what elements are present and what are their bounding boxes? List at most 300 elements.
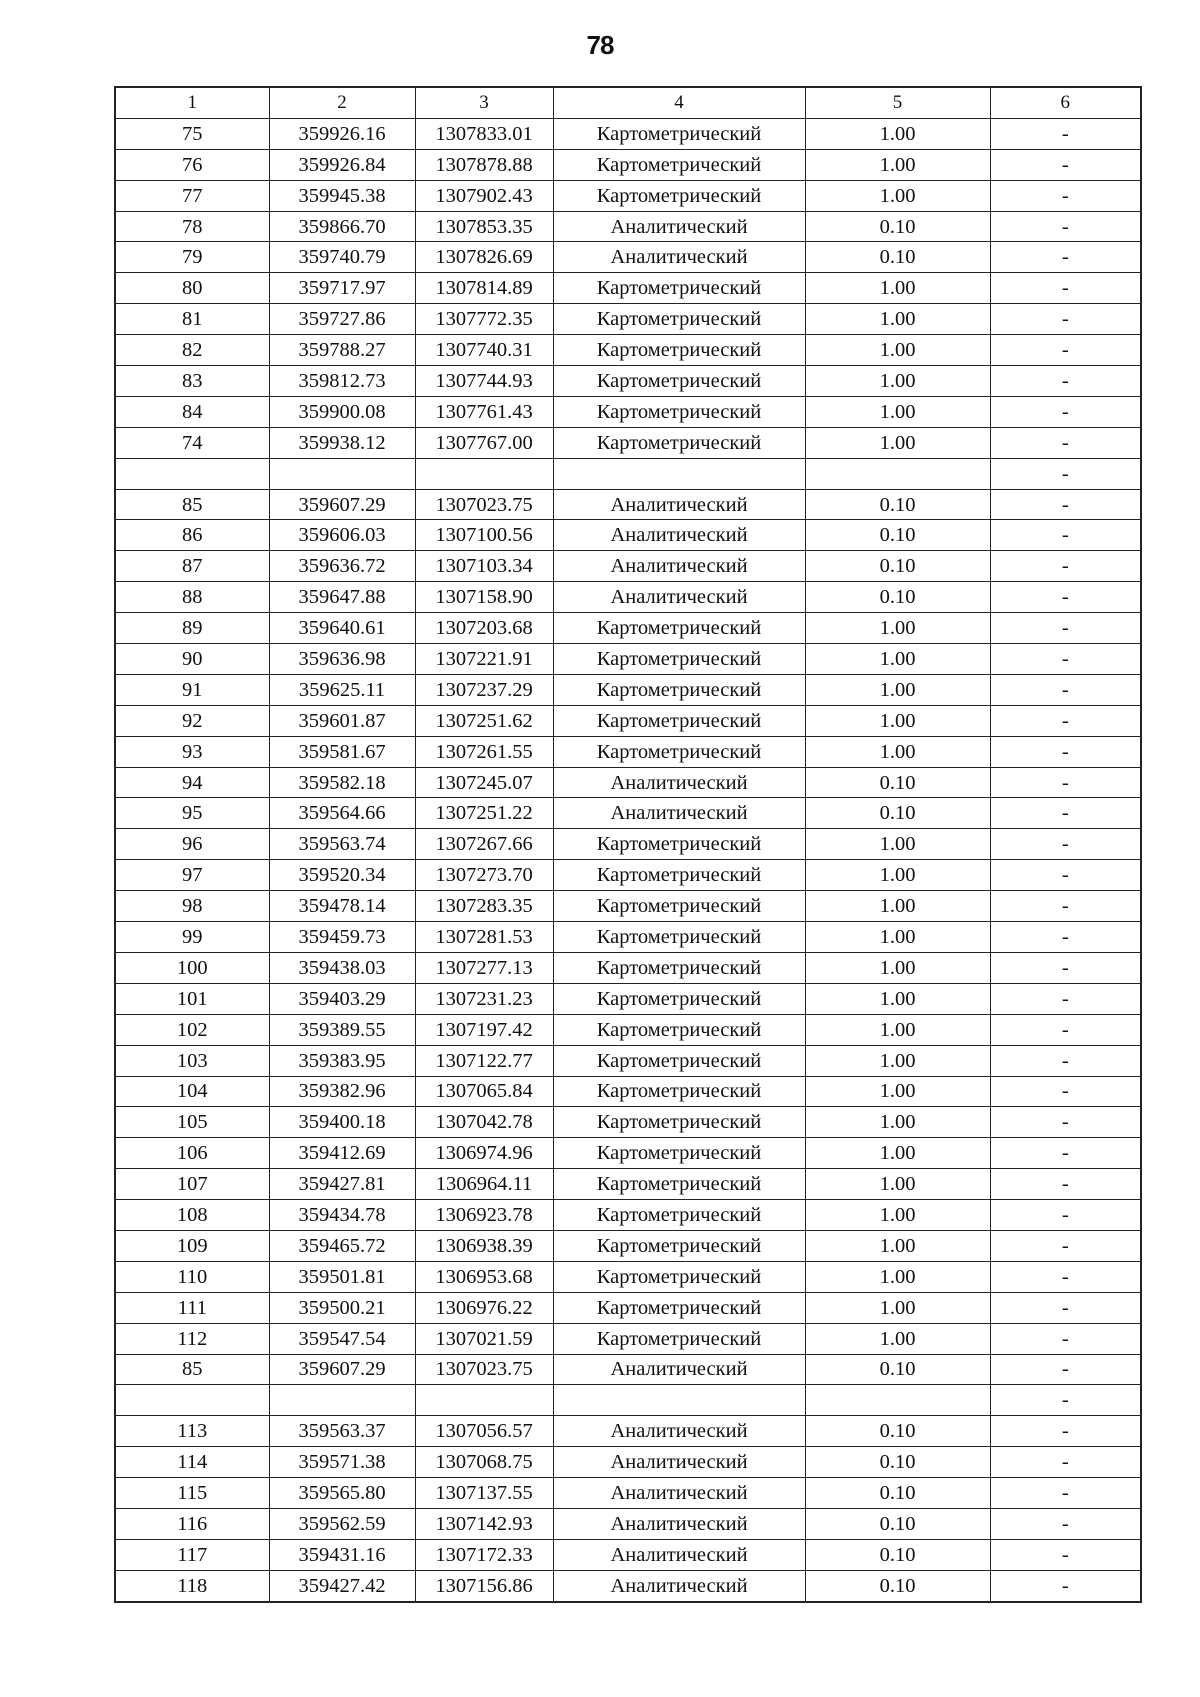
description-cell: - (990, 458, 1141, 489)
accuracy-cell: 1.00 (805, 366, 990, 397)
y-coordinate-cell: 1307122.77 (415, 1045, 553, 1076)
accuracy-cell (805, 1385, 990, 1416)
method-cell: Картометрический (553, 1323, 805, 1354)
y-coordinate-cell: 1307740.31 (415, 335, 553, 366)
table-row (115, 891, 1141, 922)
x-coordinate-cell: 359564.66 (269, 798, 415, 829)
method-cell: Картометрический (553, 922, 805, 953)
method-cell: Аналитический (553, 1539, 805, 1570)
x-coordinate-cell: 359389.55 (269, 1014, 415, 1045)
y-coordinate-cell: 1307761.43 (415, 396, 553, 427)
description-cell: - (990, 335, 1141, 366)
table-row (115, 1416, 1141, 1447)
point-number-cell (115, 1385, 269, 1416)
description-cell: - (990, 273, 1141, 304)
x-coordinate-cell: 359926.84 (269, 149, 415, 180)
accuracy-cell: 1.00 (805, 829, 990, 860)
column-header: 6 (990, 87, 1141, 118)
table-row (115, 304, 1141, 335)
method-cell: Картометрический (553, 396, 805, 427)
accuracy-cell: 1.00 (805, 1045, 990, 1076)
accuracy-cell: 1.00 (805, 860, 990, 891)
description-cell: - (990, 1416, 1141, 1447)
point-number-cell: 78 (115, 211, 269, 242)
table-row (115, 767, 1141, 798)
y-coordinate-cell: 1307251.22 (415, 798, 553, 829)
method-cell: Аналитический (553, 211, 805, 242)
accuracy-cell: 0.10 (805, 1447, 990, 1478)
description-cell: - (990, 613, 1141, 644)
point-number-cell: 90 (115, 644, 269, 675)
table-row (115, 427, 1141, 458)
y-coordinate-cell: 1307277.13 (415, 952, 553, 983)
x-coordinate-cell: 359547.54 (269, 1323, 415, 1354)
x-coordinate-cell: 359520.34 (269, 860, 415, 891)
point-number-cell: 84 (115, 396, 269, 427)
description-cell: - (990, 644, 1141, 675)
accuracy-cell: 0.10 (805, 489, 990, 520)
accuracy-cell: 1.00 (805, 952, 990, 983)
point-number-cell: 88 (115, 582, 269, 613)
table-header (115, 87, 1141, 118)
table-row (115, 705, 1141, 736)
description-cell: - (990, 674, 1141, 705)
accuracy-cell: 0.10 (805, 1354, 990, 1385)
header-row (115, 87, 1141, 118)
method-cell: Картометрический (553, 180, 805, 211)
x-coordinate-cell: 359571.38 (269, 1447, 415, 1478)
table-row (115, 1385, 1141, 1416)
accuracy-cell: 0.10 (805, 242, 990, 273)
description-cell: - (990, 1508, 1141, 1539)
y-coordinate-cell: 1306976.22 (415, 1292, 553, 1323)
table-row (115, 1014, 1141, 1045)
y-coordinate-cell (415, 1385, 553, 1416)
table-row (115, 1076, 1141, 1107)
accuracy-cell: 1.00 (805, 891, 990, 922)
accuracy-cell: 0.10 (805, 1508, 990, 1539)
point-number-cell: 81 (115, 304, 269, 335)
method-cell: Картометрический (553, 674, 805, 705)
x-coordinate-cell: 359945.38 (269, 180, 415, 211)
description-cell: - (990, 489, 1141, 520)
y-coordinate-cell (415, 458, 553, 489)
description-cell: - (990, 118, 1141, 149)
table-row (115, 458, 1141, 489)
accuracy-cell: 0.10 (805, 798, 990, 829)
y-coordinate-cell: 1307814.89 (415, 273, 553, 304)
x-coordinate-cell: 359647.88 (269, 582, 415, 613)
description-cell: - (990, 1539, 1141, 1570)
description-cell: - (990, 1354, 1141, 1385)
x-coordinate-cell: 359727.86 (269, 304, 415, 335)
accuracy-cell: 1.00 (805, 273, 990, 304)
y-coordinate-cell: 1307878.88 (415, 149, 553, 180)
accuracy-cell: 1.00 (805, 1230, 990, 1261)
point-number-cell: 107 (115, 1169, 269, 1200)
y-coordinate-cell: 1307261.55 (415, 736, 553, 767)
accuracy-cell: 0.10 (805, 582, 990, 613)
accuracy-cell: 1.00 (805, 118, 990, 149)
point-number-cell: 106 (115, 1138, 269, 1169)
point-number-cell: 76 (115, 149, 269, 180)
description-cell: - (990, 1478, 1141, 1509)
x-coordinate-cell: 359465.72 (269, 1230, 415, 1261)
accuracy-cell: 0.10 (805, 551, 990, 582)
y-coordinate-cell: 1307103.34 (415, 551, 553, 582)
y-coordinate-cell: 1307772.35 (415, 304, 553, 335)
x-coordinate-cell: 359788.27 (269, 335, 415, 366)
description-cell: - (990, 1045, 1141, 1076)
y-coordinate-cell: 1307767.00 (415, 427, 553, 458)
x-coordinate-cell: 359400.18 (269, 1107, 415, 1138)
accuracy-cell: 1.00 (805, 983, 990, 1014)
method-cell: Картометрический (553, 736, 805, 767)
method-cell: Картометрический (553, 952, 805, 983)
point-number-cell: 92 (115, 705, 269, 736)
x-coordinate-cell: 359636.72 (269, 551, 415, 582)
method-cell: Аналитический (553, 1508, 805, 1539)
y-coordinate-cell: 1307283.35 (415, 891, 553, 922)
accuracy-cell: 1.00 (805, 613, 990, 644)
x-coordinate-cell: 359427.81 (269, 1169, 415, 1200)
y-coordinate-cell: 1306923.78 (415, 1200, 553, 1231)
point-number-cell: 75 (115, 118, 269, 149)
table-row (115, 1570, 1141, 1601)
y-coordinate-cell: 1307273.70 (415, 860, 553, 891)
method-cell: Аналитический (553, 489, 805, 520)
method-cell: Картометрический (553, 149, 805, 180)
x-coordinate-cell: 359412.69 (269, 1138, 415, 1169)
table-row (115, 1107, 1141, 1138)
table-row (115, 922, 1141, 953)
accuracy-cell: 1.00 (805, 1107, 990, 1138)
y-coordinate-cell: 1307267.66 (415, 829, 553, 860)
y-coordinate-cell: 1307203.68 (415, 613, 553, 644)
accuracy-cell: 1.00 (805, 644, 990, 675)
x-coordinate-cell: 359581.67 (269, 736, 415, 767)
description-cell: - (990, 983, 1141, 1014)
accuracy-cell: 1.00 (805, 1292, 990, 1323)
accuracy-cell: 1.00 (805, 1014, 990, 1045)
point-number-cell: 100 (115, 952, 269, 983)
x-coordinate-cell: 359717.97 (269, 273, 415, 304)
x-coordinate-cell: 359938.12 (269, 427, 415, 458)
method-cell: Картометрический (553, 335, 805, 366)
method-cell: Аналитический (553, 767, 805, 798)
description-cell: - (990, 582, 1141, 613)
accuracy-cell: 1.00 (805, 149, 990, 180)
accuracy-cell: 1.00 (805, 736, 990, 767)
x-coordinate-cell: 359431.16 (269, 1539, 415, 1570)
accuracy-cell: 1.00 (805, 396, 990, 427)
x-coordinate-cell: 359866.70 (269, 211, 415, 242)
x-coordinate-cell: 359438.03 (269, 952, 415, 983)
y-coordinate-cell: 1307237.29 (415, 674, 553, 705)
table-row (115, 273, 1141, 304)
x-coordinate-cell (269, 1385, 415, 1416)
accuracy-cell: 0.10 (805, 1539, 990, 1570)
point-number-cell: 85 (115, 1354, 269, 1385)
table-row (115, 335, 1141, 366)
accuracy-cell: 0.10 (805, 1570, 990, 1601)
x-coordinate-cell: 359500.21 (269, 1292, 415, 1323)
description-cell: - (990, 705, 1141, 736)
x-coordinate-cell: 359501.81 (269, 1261, 415, 1292)
point-number-cell: 113 (115, 1416, 269, 1447)
point-number-cell: 82 (115, 335, 269, 366)
point-number-cell: 105 (115, 1107, 269, 1138)
table-row (115, 1354, 1141, 1385)
accuracy-cell: 0.10 (805, 767, 990, 798)
description-cell: - (990, 1076, 1141, 1107)
description-cell: - (990, 1292, 1141, 1323)
y-coordinate-cell: 1307156.86 (415, 1570, 553, 1601)
description-cell: - (990, 1230, 1141, 1261)
table-row (115, 118, 1141, 149)
table-row (115, 396, 1141, 427)
point-number-cell: 104 (115, 1076, 269, 1107)
method-cell: Картометрический (553, 1169, 805, 1200)
x-coordinate-cell: 359812.73 (269, 366, 415, 397)
table-row (115, 798, 1141, 829)
point-number-cell: 116 (115, 1508, 269, 1539)
x-coordinate-cell: 359926.16 (269, 118, 415, 149)
method-cell: Аналитический (553, 1416, 805, 1447)
table-row (115, 149, 1141, 180)
point-number-cell: 101 (115, 983, 269, 1014)
method-cell: Картометрический (553, 860, 805, 891)
method-cell: Картометрический (553, 304, 805, 335)
y-coordinate-cell: 1307056.57 (415, 1416, 553, 1447)
description-cell: - (990, 1169, 1141, 1200)
y-coordinate-cell: 1307251.62 (415, 705, 553, 736)
point-number-cell: 86 (115, 520, 269, 551)
x-coordinate-cell: 359563.37 (269, 1416, 415, 1447)
x-coordinate-cell: 359562.59 (269, 1508, 415, 1539)
method-cell (553, 458, 805, 489)
y-coordinate-cell: 1307068.75 (415, 1447, 553, 1478)
method-cell: Картометрический (553, 1014, 805, 1045)
method-cell: Картометрический (553, 983, 805, 1014)
table-row (115, 520, 1141, 551)
y-coordinate-cell: 1307142.93 (415, 1508, 553, 1539)
method-cell: Аналитический (553, 242, 805, 273)
description-cell: - (990, 1385, 1141, 1416)
method-cell: Аналитический (553, 1447, 805, 1478)
description-cell: - (990, 922, 1141, 953)
x-coordinate-cell: 359563.74 (269, 829, 415, 860)
description-cell: - (990, 304, 1141, 335)
x-coordinate-cell: 359625.11 (269, 674, 415, 705)
table-row (115, 1169, 1141, 1200)
x-coordinate-cell: 359459.73 (269, 922, 415, 953)
accuracy-cell: 1.00 (805, 705, 990, 736)
accuracy-cell: 1.00 (805, 1323, 990, 1354)
accuracy-cell: 1.00 (805, 304, 990, 335)
table-row (115, 1045, 1141, 1076)
x-coordinate-cell: 359640.61 (269, 613, 415, 644)
table-row (115, 489, 1141, 520)
table-body (115, 118, 1141, 1601)
method-cell: Аналитический (553, 551, 805, 582)
description-cell: - (990, 1570, 1141, 1601)
y-coordinate-cell: 1307826.69 (415, 242, 553, 273)
coordinates-table (114, 86, 1142, 1603)
column-header: 3 (415, 87, 553, 118)
description-cell: - (990, 1200, 1141, 1231)
x-coordinate-cell: 359383.95 (269, 1045, 415, 1076)
table-row (115, 242, 1141, 273)
method-cell: Картометрический (553, 829, 805, 860)
point-number-cell: 102 (115, 1014, 269, 1045)
table-row (115, 1323, 1141, 1354)
method-cell: Аналитический (553, 582, 805, 613)
y-coordinate-cell: 1307853.35 (415, 211, 553, 242)
point-number-cell (115, 458, 269, 489)
y-coordinate-cell: 1306938.39 (415, 1230, 553, 1261)
x-coordinate-cell: 359740.79 (269, 242, 415, 273)
point-number-cell: 103 (115, 1045, 269, 1076)
point-number-cell: 114 (115, 1447, 269, 1478)
table-row (115, 211, 1141, 242)
description-cell: - (990, 1138, 1141, 1169)
description-cell: - (990, 1447, 1141, 1478)
y-coordinate-cell: 1307100.56 (415, 520, 553, 551)
method-cell: Аналитический (553, 520, 805, 551)
method-cell: Картометрический (553, 1107, 805, 1138)
x-coordinate-cell: 359607.29 (269, 1354, 415, 1385)
accuracy-cell: 1.00 (805, 922, 990, 953)
accuracy-cell: 1.00 (805, 674, 990, 705)
point-number-cell: 108 (115, 1200, 269, 1231)
y-coordinate-cell: 1307023.75 (415, 1354, 553, 1385)
x-coordinate-cell: 359900.08 (269, 396, 415, 427)
description-cell: - (990, 149, 1141, 180)
method-cell: Картометрический (553, 1045, 805, 1076)
point-number-cell: 118 (115, 1570, 269, 1601)
x-coordinate-cell: 359382.96 (269, 1076, 415, 1107)
description-cell: - (990, 1261, 1141, 1292)
accuracy-cell: 0.10 (805, 520, 990, 551)
point-number-cell: 96 (115, 829, 269, 860)
column-header: 1 (115, 87, 269, 118)
description-cell: - (990, 396, 1141, 427)
table-row (115, 1292, 1141, 1323)
point-number-cell: 111 (115, 1292, 269, 1323)
point-number-cell: 79 (115, 242, 269, 273)
method-cell: Аналитический (553, 1354, 805, 1385)
method-cell: Картометрический (553, 613, 805, 644)
table-row (115, 1539, 1141, 1570)
accuracy-cell: 1.00 (805, 1169, 990, 1200)
x-coordinate-cell: 359478.14 (269, 891, 415, 922)
y-coordinate-cell: 1307172.33 (415, 1539, 553, 1570)
point-number-cell: 115 (115, 1478, 269, 1509)
y-coordinate-cell: 1307221.91 (415, 644, 553, 675)
table-row (115, 736, 1141, 767)
accuracy-cell: 1.00 (805, 1261, 990, 1292)
y-coordinate-cell: 1306953.68 (415, 1261, 553, 1292)
description-cell: - (990, 767, 1141, 798)
method-cell: Картометрический (553, 1292, 805, 1323)
method-cell: Картометрический (553, 1261, 805, 1292)
table-row (115, 1138, 1141, 1169)
table-row (115, 674, 1141, 705)
point-number-cell: 74 (115, 427, 269, 458)
y-coordinate-cell: 1307744.93 (415, 366, 553, 397)
table-row (115, 1230, 1141, 1261)
y-coordinate-cell: 1306974.96 (415, 1138, 553, 1169)
point-number-cell: 109 (115, 1230, 269, 1261)
method-cell: Картометрический (553, 891, 805, 922)
method-cell: Картометрический (553, 644, 805, 675)
method-cell: Аналитический (553, 1570, 805, 1601)
y-coordinate-cell: 1307065.84 (415, 1076, 553, 1107)
point-number-cell: 83 (115, 366, 269, 397)
x-coordinate-cell: 359565.80 (269, 1478, 415, 1509)
point-number-cell: 93 (115, 736, 269, 767)
point-number-cell: 110 (115, 1261, 269, 1292)
table-row (115, 180, 1141, 211)
y-coordinate-cell: 1307281.53 (415, 922, 553, 953)
table-row (115, 1261, 1141, 1292)
description-cell: - (990, 829, 1141, 860)
y-coordinate-cell: 1307833.01 (415, 118, 553, 149)
y-coordinate-cell: 1307158.90 (415, 582, 553, 613)
accuracy-cell (805, 458, 990, 489)
method-cell: Картометрический (553, 273, 805, 304)
description-cell: - (990, 1323, 1141, 1354)
point-number-cell: 80 (115, 273, 269, 304)
x-coordinate-cell: 359607.29 (269, 489, 415, 520)
method-cell: Картометрический (553, 1138, 805, 1169)
description-cell: - (990, 520, 1141, 551)
y-coordinate-cell: 1307042.78 (415, 1107, 553, 1138)
point-number-cell: 87 (115, 551, 269, 582)
point-number-cell: 97 (115, 860, 269, 891)
y-coordinate-cell: 1307245.07 (415, 767, 553, 798)
description-cell: - (990, 860, 1141, 891)
description-cell: - (990, 366, 1141, 397)
accuracy-cell: 1.00 (805, 335, 990, 366)
table-row (115, 1447, 1141, 1478)
description-cell: - (990, 180, 1141, 211)
description-cell: - (990, 736, 1141, 767)
y-coordinate-cell: 1307021.59 (415, 1323, 553, 1354)
point-number-cell: 91 (115, 674, 269, 705)
method-cell: Картометрический (553, 1076, 805, 1107)
table-row (115, 582, 1141, 613)
method-cell: Картометрический (553, 1230, 805, 1261)
x-coordinate-cell: 359403.29 (269, 983, 415, 1014)
x-coordinate-cell: 359434.78 (269, 1200, 415, 1231)
method-cell: Аналитический (553, 798, 805, 829)
page-number: 78 (586, 30, 614, 60)
description-cell: - (990, 891, 1141, 922)
y-coordinate-cell: 1307231.23 (415, 983, 553, 1014)
description-cell: - (990, 952, 1141, 983)
column-header: 5 (805, 87, 990, 118)
table-row (115, 860, 1141, 891)
y-coordinate-cell: 1307137.55 (415, 1478, 553, 1509)
method-cell: Аналитический (553, 1478, 805, 1509)
y-coordinate-cell: 1307902.43 (415, 180, 553, 211)
x-coordinate-cell: 359606.03 (269, 520, 415, 551)
description-cell: - (990, 427, 1141, 458)
x-coordinate-cell: 359582.18 (269, 767, 415, 798)
table-row (115, 551, 1141, 582)
